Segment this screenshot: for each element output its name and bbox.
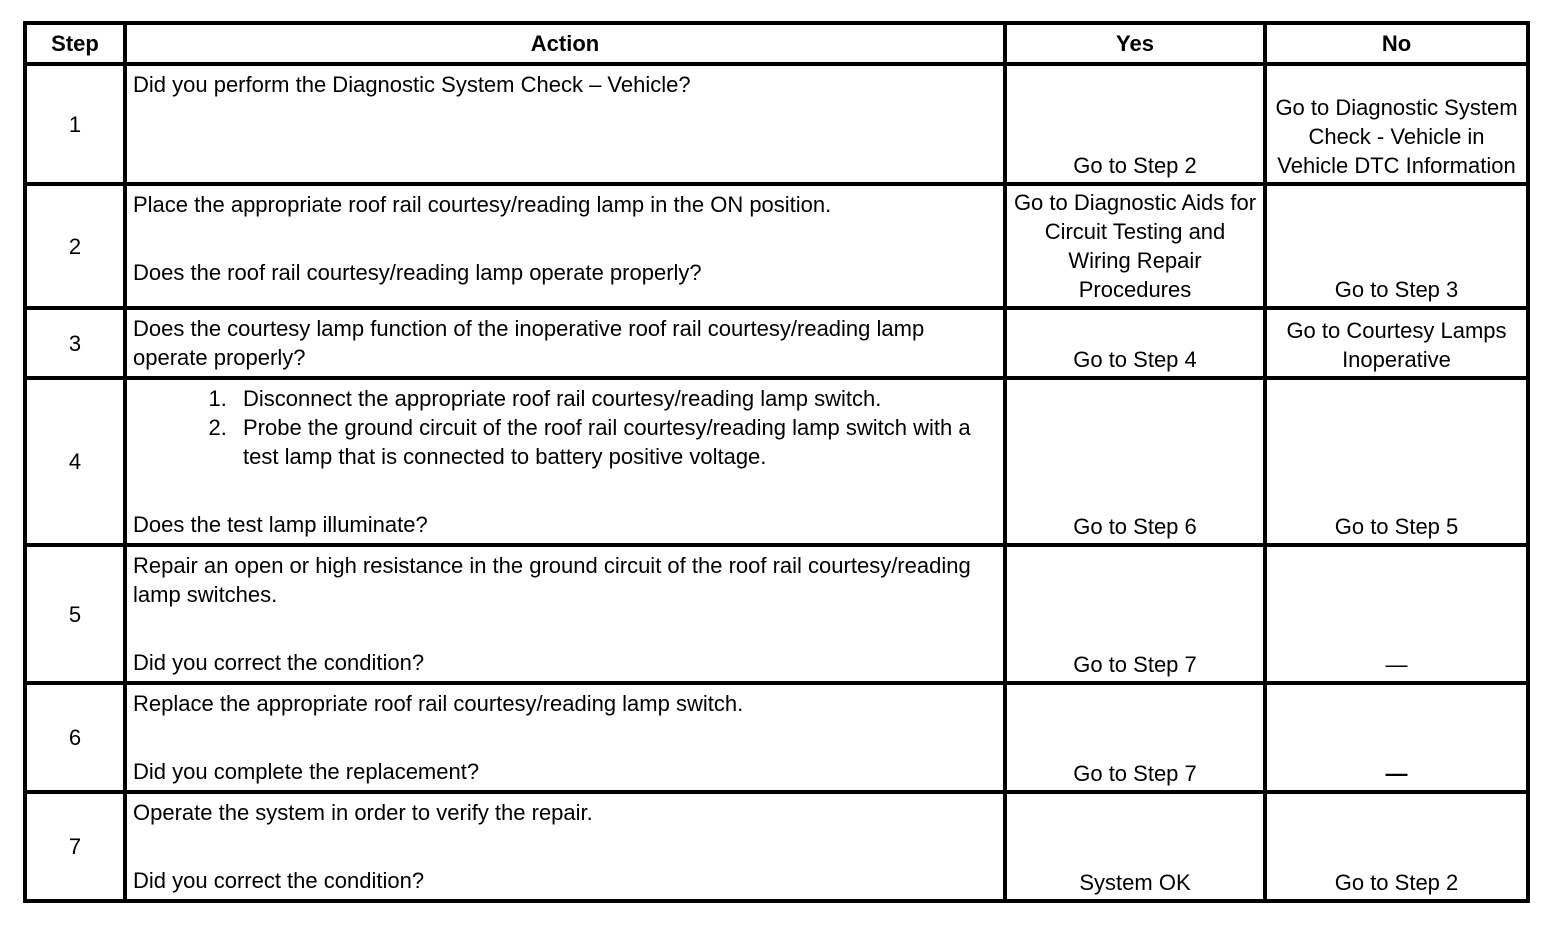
no-cell: — [1265,683,1528,792]
action-question: Did you correct the condition? [133,868,425,893]
action-text: Repair an open or high resistance in the ground circuit of the roof rail courtesy/reading lamp switches. [133,553,971,607]
step-number: 4 [25,378,125,545]
action-text: Replace the appropriate roof rail courtesy/reading lamp switch. [133,691,744,716]
yes-cell: Go to Step 7 [1005,683,1265,792]
table-row [25,64,1528,184]
action-cell [125,545,1005,683]
action-text: Did you perform the Diagnostic System Check – Vehicle? [133,72,691,97]
action-text: Does the courtesy lamp function of the inoperative roof rail courtesy/reading lamp operate properly? [133,316,925,370]
action-cell [125,378,1005,545]
action-cell [125,792,1005,901]
step-number: 3 [25,308,125,378]
yes-cell: System OK [1005,792,1265,901]
table-row [25,683,1528,792]
table-row [25,378,1528,545]
yes-cell: Go to Step 2 [1005,64,1265,184]
header-yes: Yes [1005,23,1265,64]
step-number: 1 [25,64,125,184]
list-item: 1. Disconnect the appropriate roof rail courtesy/reading lamp switch. [233,384,997,413]
action-cell [125,64,1005,184]
table-row [25,184,1528,308]
table-row [25,308,1528,378]
no-cell: Go to Step 2 [1265,792,1528,901]
action-steps-list [133,384,997,471]
step-number: 6 [25,683,125,792]
no-cell: Go to Courtesy Lamps Inoperative [1265,308,1528,378]
table-row [25,792,1528,901]
action-text: Place the appropriate roof rail courtesy/reading lamp in the ON position. [133,192,832,217]
no-cell: Go to Step 3 [1265,184,1528,308]
header-no: No [1265,23,1528,64]
step-number: 5 [25,545,125,683]
action-question: Did you correct the condition? [133,650,425,675]
action-question: Does the test lamp illuminate? [133,512,428,537]
header-row [25,23,1528,64]
no-cell: — [1265,545,1528,683]
no-cell: Go to Step 5 [1265,378,1528,545]
list-item: 2. Probe the ground circuit of the roof rail courtesy/reading lamp switch with a test lamp that is connected to battery positive voltage. [233,413,997,471]
yes-cell: Go to Step 6 [1005,378,1265,545]
action-cell [125,683,1005,792]
step-number: 2 [25,184,125,308]
header-step: Step [25,23,125,64]
action-text: Operate the system in order to verify the repair. [133,800,593,825]
yes-cell: Go to Diagnostic Aids for Circuit Testing and Wiring Repair Procedures [1005,184,1265,308]
action-cell [125,308,1005,378]
diagnostic-table [23,21,1530,903]
header-action: Action [125,23,1005,64]
no-cell: Go to Diagnostic System Check - Vehicle in Vehicle DTC Information [1265,64,1528,184]
table-row [25,545,1528,683]
action-question: Does the roof rail courtesy/reading lamp operate properly? [133,260,702,285]
step-number: 7 [25,792,125,901]
yes-cell: Go to Step 4 [1005,308,1265,378]
action-cell [125,184,1005,308]
action-question: Did you complete the replacement? [133,759,480,784]
yes-cell: Go to Step 7 [1005,545,1265,683]
